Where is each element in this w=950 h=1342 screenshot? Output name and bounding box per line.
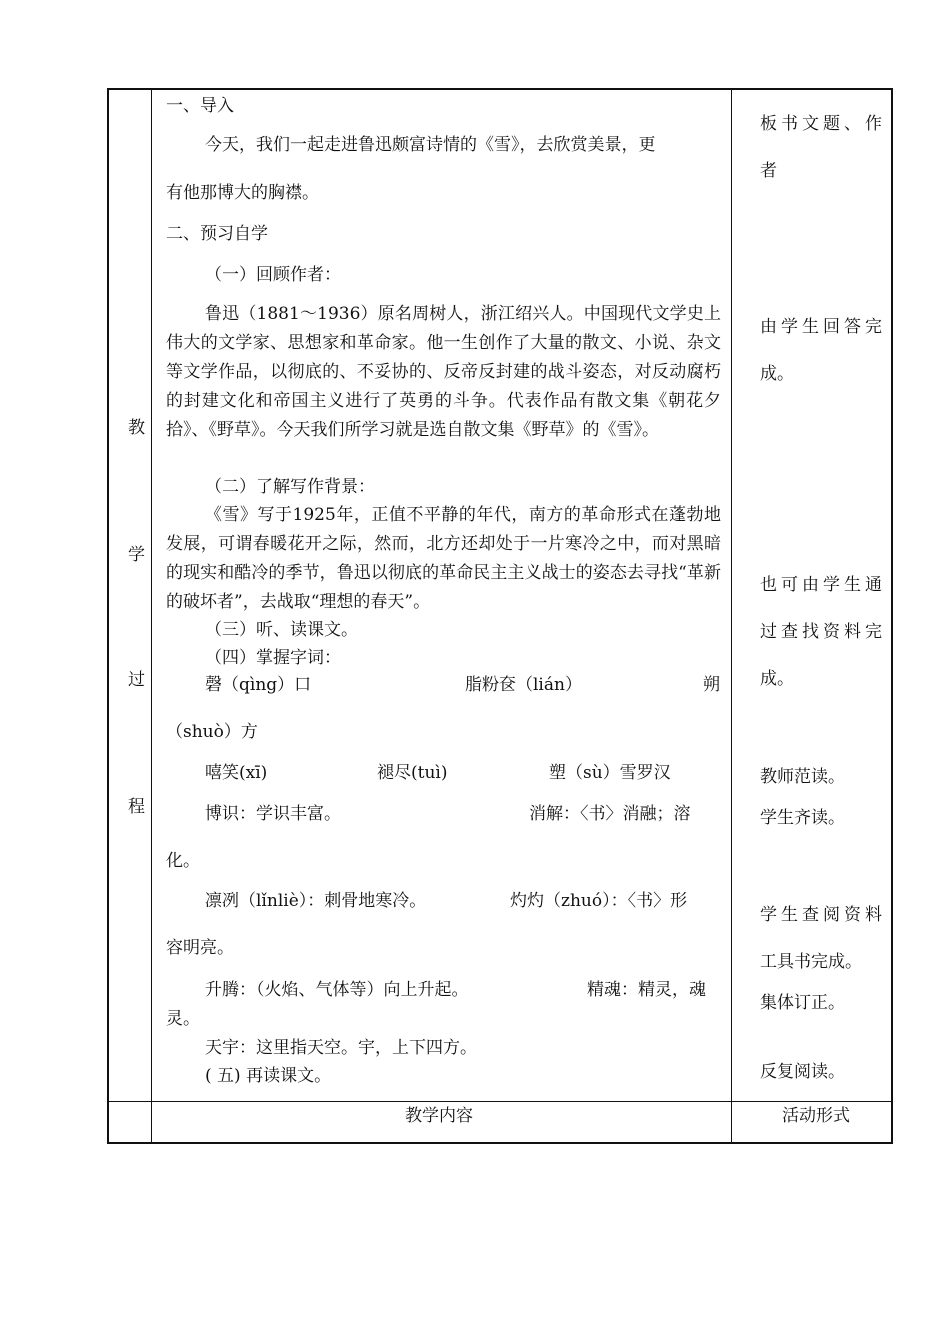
section-label-char: 过 — [128, 670, 145, 690]
activity-note: 过查找资料完 — [760, 622, 886, 642]
author-bio: 鲁迅（1881～1936）原名周树人，浙江绍兴人。中国现代文学史上伟大的文学家、思想家和革命家。他一生创作了大量的散文、小说、杂文等文学作品，以彻底的、不妥协的、反帝反封建的战斗姿态，对反动腐朽的封建文化和帝国主义进行了英勇的斗争。代表作品有散文集《朝花夕拾》、《野草》。今天我们所学习就是选自散文集《野草》的《雪》。 — [166, 304, 721, 440]
activity-note: 成。 — [760, 669, 794, 689]
vocab-item: （shuò）方 — [166, 722, 258, 742]
definition-item: 容明亮。 — [166, 938, 234, 958]
activity-note: 学生齐读。 — [760, 808, 845, 828]
section-label-char: 教 — [128, 418, 145, 438]
activity-note: 反复阅读。 — [760, 1062, 845, 1082]
section-label-char: 学 — [128, 545, 145, 565]
activity-note: 集体订正。 — [760, 993, 845, 1013]
definition-item: 化。 — [166, 851, 200, 871]
footer-activity-header: 活动形式 — [782, 1106, 850, 1126]
vocab-item: 脂粉奁（lián） — [465, 675, 582, 695]
column-divider-right — [731, 90, 732, 1142]
definition-item: 天宇：这里指天空。宇，上下四方。 — [205, 1038, 477, 1058]
vocab-item: 褪尽(tuì) — [377, 763, 448, 783]
activity-note: 学生查阅资料 — [760, 905, 886, 925]
background-text: 《雪》写于1925年，正值不平静的年代，南方的革命形式在蓬勃地发展，可谓春暖花开之际，然而，北方还却处于一片寒冷之中，而对黑暗的现实和酷冷的季节，鲁迅以彻底的革命民主主义战士的姿态去寻找“革新的破坏者”，去战取“理想的春天”。 — [166, 505, 721, 612]
definition-item: 精魂：精灵，魂 — [587, 980, 706, 1000]
definition-item: 博识：学识丰富。 — [205, 804, 341, 824]
footer-row-divider — [109, 1101, 891, 1102]
subheading-words: （四）掌握字词： — [205, 648, 341, 668]
activity-note: 工具书完成。 — [760, 952, 862, 972]
footer-content-header: 教学内容 — [405, 1106, 473, 1126]
activity-note: 者 — [760, 161, 777, 181]
definition-item: 灵。 — [166, 1009, 200, 1029]
vocab-item: 塑（sù）雪罗汉 — [549, 763, 671, 783]
subheading-read: （三）听、读课文。 — [205, 620, 358, 640]
subheading-background: （二）了解写作背景： — [205, 477, 375, 497]
definition-item: 消解：〈书〉消融；溶 — [529, 804, 691, 824]
column-divider-left — [151, 90, 152, 1142]
vocab-item: 嘻笑(xī) — [205, 763, 268, 783]
definition-item: 凛冽（lǐnliè）：刺骨地寒冷。 — [205, 891, 427, 911]
heading-intro: 一、导入 — [166, 96, 234, 116]
activity-note: 教师范读。 — [760, 767, 845, 787]
activity-note: 板书文题、作 — [760, 114, 886, 134]
definition-item: 升腾：（火焰、气体等）向上升起。 — [205, 980, 469, 1000]
activity-note: 也可由学生通 — [760, 575, 886, 595]
intro-text: 有他那博大的胸襟。 — [166, 183, 319, 203]
heading-preview: 二、预习自学 — [166, 224, 268, 244]
intro-text: 今天，我们一起走进鲁迅颇富诗情的《雪》，去欣赏美景，更 — [205, 135, 656, 155]
activity-note: 成。 — [760, 364, 794, 384]
vocab-item: 磬（qìng）口 — [205, 675, 312, 695]
subheading-reread: ( 五) 再读课文。 — [205, 1066, 332, 1086]
subheading-author: （一）回顾作者： — [205, 265, 341, 285]
vocab-item: 朔 — [703, 675, 720, 695]
definition-item: 灼灼（zhuó）：〈书〉形 — [510, 891, 688, 911]
activity-note: 由学生回答完 — [760, 317, 886, 337]
section-label-char: 程 — [128, 797, 145, 817]
